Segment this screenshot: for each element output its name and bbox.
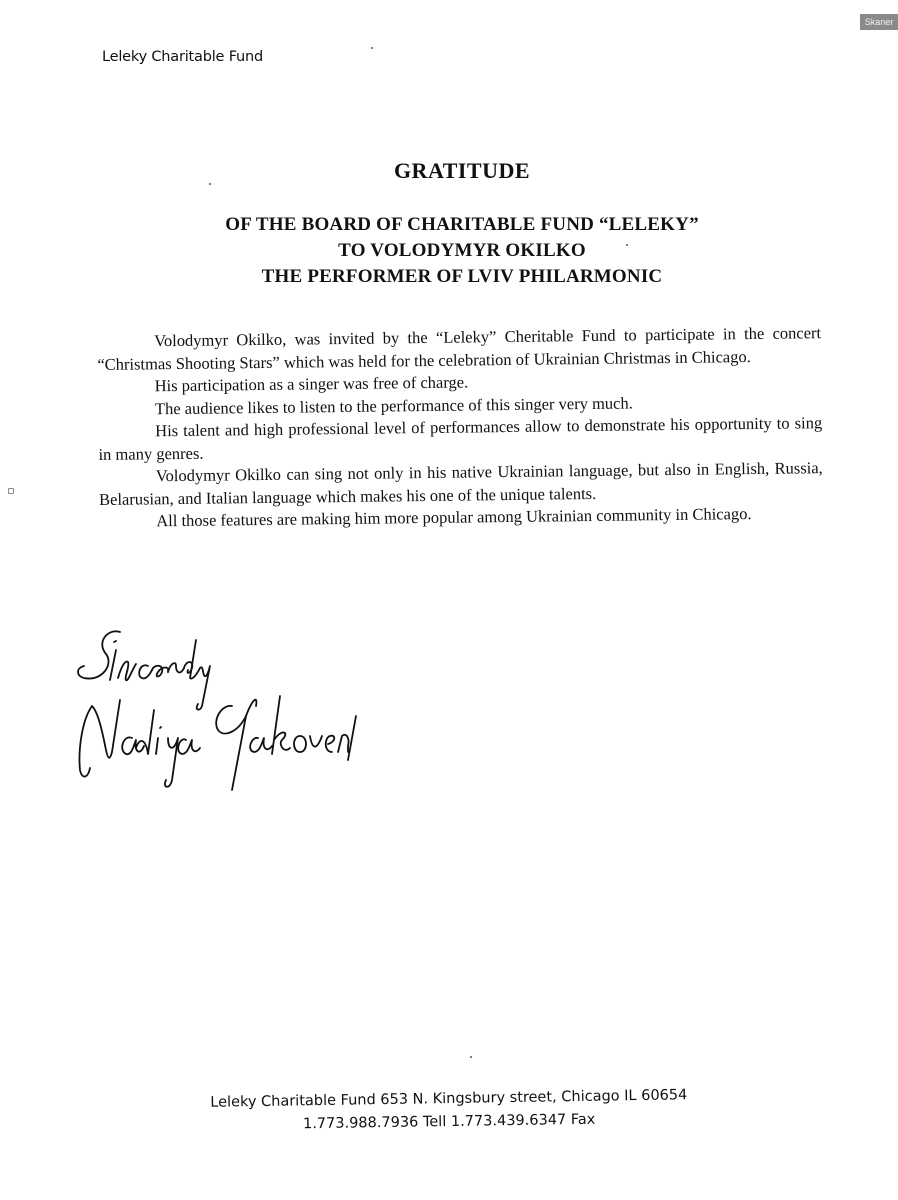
subtitle-line: OF THE BOARD OF CHARITABLE FUND “LELEKY” [225, 214, 699, 235]
scan-speck [8, 488, 14, 494]
header-org-name: Leleky Charitable Fund [102, 49, 264, 65]
footer-contact [0, 1081, 898, 1141]
footer-address: Leleky Charitable Fund 653 N. Kingsbury street, Chicago IL 60654 [210, 1087, 688, 1111]
body-paragraph: His talent and high professional level of performances allow to demonstrate his opportunity to sing in many genres. [98, 413, 823, 464]
subtitle-line: TO VOLODYMYR OKILKO [338, 240, 586, 261]
document-subtitle [0, 212, 898, 290]
body-paragraph: Volodymyr Okilko, was invited by the “Leleky” Cheritable Fund to participate in the concert “Christmas Shooting Stars” which was held for the celebration of Ukrainian Christmas in Chicago. [97, 323, 822, 374]
scan-speck [470, 1056, 472, 1058]
signature-image [62, 620, 362, 800]
scan-speck [626, 244, 628, 246]
document-title: GRATITUDE [393, 158, 531, 183]
body-paragraph: Volodymyr Okilko can sing not only in his native Ukrainian language, but also in English, Russia, Belarusian, and Italian language which makes his one of the unique talents. [98, 458, 823, 509]
body-paragraph: All those features are making him more popular among Ukrainian community in Chicago. [156, 504, 752, 531]
footer-phone-fax: 1.773.988.7936 Tell 1.773.439.6347 Fax [302, 1111, 596, 1133]
letter-body [97, 322, 823, 533]
body-paragraph: The audience likes to listen to the performance of this singer very much. [154, 392, 633, 418]
scan-speck [371, 47, 373, 49]
subtitle-line: THE PERFORMER OF LVIV PHILARMONIC [261, 266, 663, 287]
handwritten-signature [62, 620, 362, 800]
scanner-badge: Skaner [860, 14, 898, 30]
body-paragraph: His participation as a singer was free of charge. [154, 372, 469, 396]
scan-speck [209, 183, 211, 185]
